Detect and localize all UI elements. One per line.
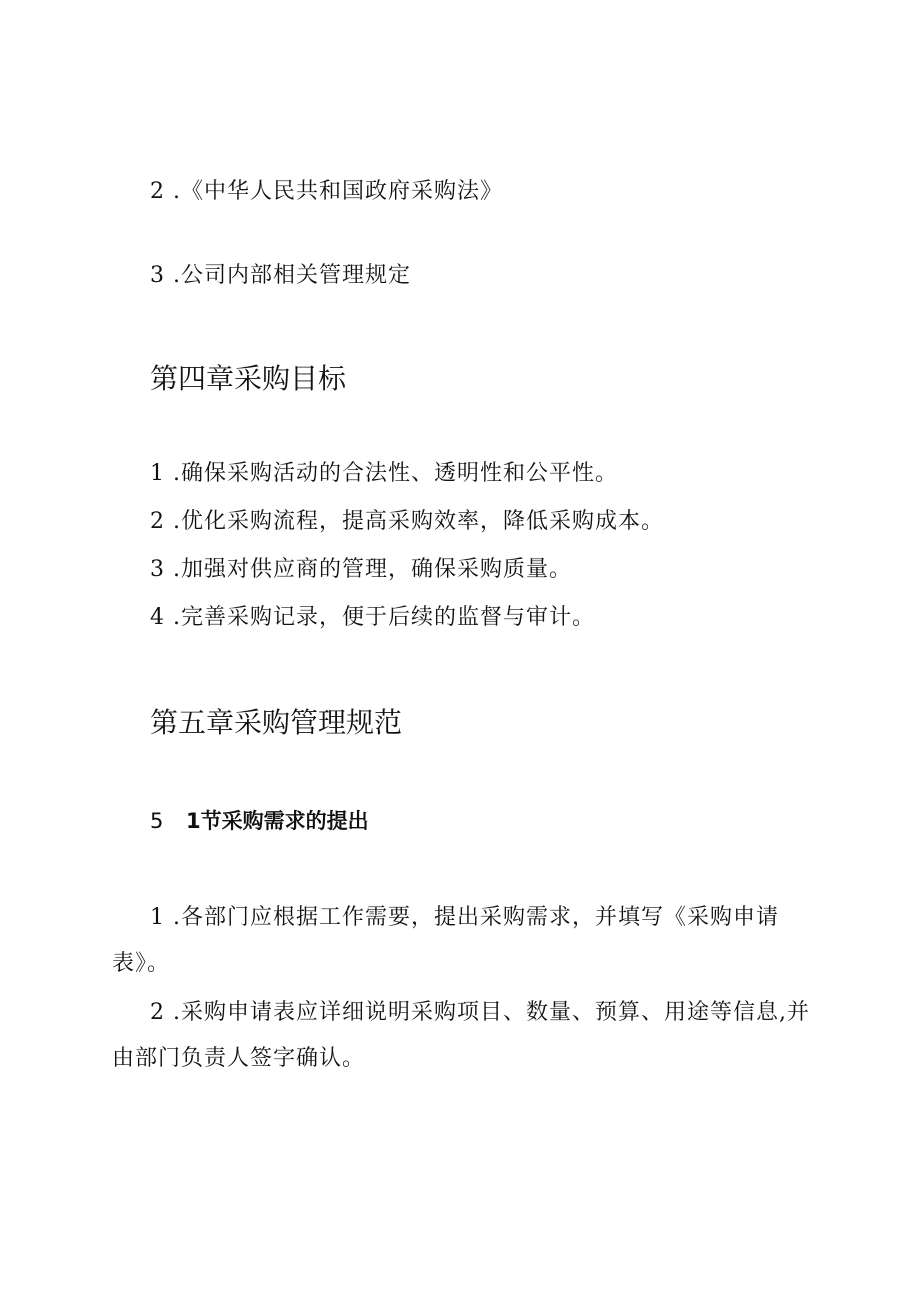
section-number: 5: [150, 809, 164, 833]
chapter4-item-3: [150, 556, 572, 584]
item-number: 3: [150, 557, 165, 582]
section-title: [150, 807, 369, 835]
item-number: 1: [150, 461, 165, 486]
section-subtitle: 1节采购需求的提出: [186, 809, 369, 833]
paragraph-number: 1: [150, 905, 165, 930]
chapter4-title: 第四章采购目标: [150, 362, 347, 395]
item-number: 3: [150, 263, 165, 288]
chapter5-paragraph-2: [112, 990, 812, 1082]
item-text: .加强对供应商的管理，确保采购质量。: [173, 557, 572, 582]
chapter4-item-4: [150, 604, 595, 632]
item-text: .完善采购记录，便于后续的监督与审计。: [173, 605, 595, 630]
item-text: .《中华人民共和国政府采购法》: [173, 179, 503, 204]
paragraph-text: .各部门应根据工作需要，提出采购需求，并填写《采购申请表》。: [112, 905, 779, 976]
item-text: .确保采购活动的合法性、透明性和公平性。: [173, 461, 618, 486]
item-number: 2: [150, 179, 165, 204]
item-number: 4: [150, 605, 165, 630]
paragraph-text: .采购申请表应详细说明采购项目、数量、预算、用途等信息,并由部门负责人签字确认。: [112, 1000, 810, 1071]
paragraph-number: 2: [150, 1000, 165, 1025]
item-text: .公司内部相关管理规定: [173, 263, 411, 288]
chapter5-paragraph-1: [112, 895, 812, 987]
legal-basis-item-2: [150, 178, 503, 206]
chapter4-item-2: [150, 508, 664, 536]
chapter4-item-1: [150, 460, 618, 488]
item-text: .优化采购流程，提高采购效率，降低采购成本。: [173, 509, 664, 534]
legal-basis-item-3: [150, 262, 411, 290]
item-number: 2: [150, 509, 165, 534]
chapter5-title: 第五章采购管理规范: [150, 706, 403, 739]
